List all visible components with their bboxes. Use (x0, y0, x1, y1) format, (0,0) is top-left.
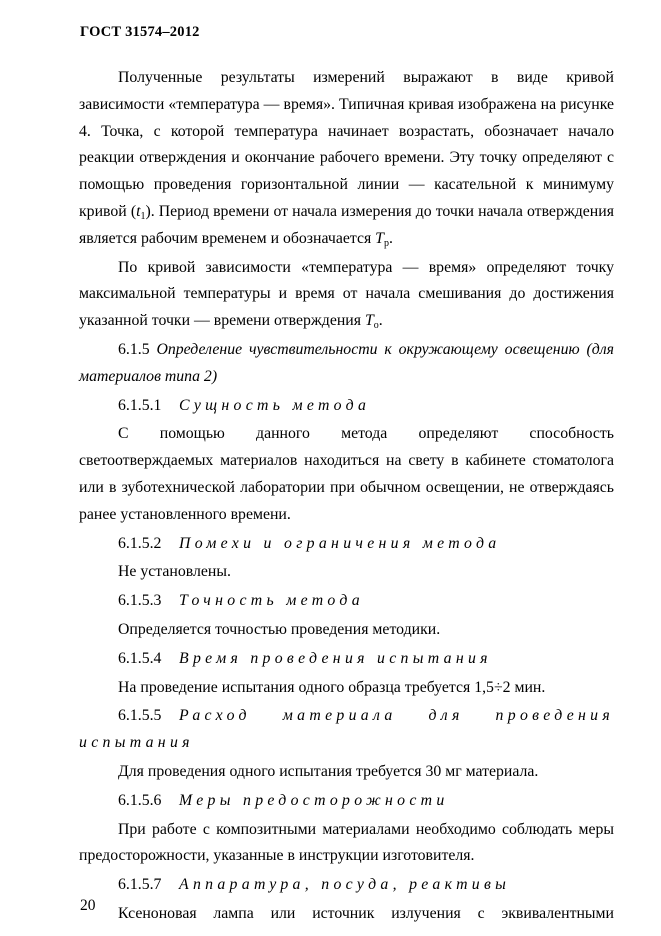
section-text-6-1-5-2: Не установлены. (118, 563, 231, 581)
paragraph-text: . (378, 312, 383, 330)
section-number: 6.1.5 (118, 340, 150, 358)
document-header: ГОСТ 31574–2012 (80, 24, 200, 40)
variable-to: T (364, 312, 374, 330)
section-number: 6.1.5.3 (118, 592, 162, 610)
section-heading-6-1-5-4 (79, 646, 614, 673)
paragraph-text: ). Период времени от начала измерения до точки начала отверждения является рабочим временем и обозначается (79, 202, 614, 247)
section-number: 6.1.5.4 (118, 649, 162, 667)
variable-tp: T (375, 229, 384, 247)
section-title: Меры предосторожности (179, 791, 449, 809)
paragraph-max-temperature (79, 255, 614, 335)
paragraph-text: По кривой зависимости «температура — время» определяют точку максимальной температуры и время от начала смешивания до достижения указанной точки — времени отверждения (79, 258, 614, 330)
subscript: о (373, 320, 379, 332)
section-title: Сущность метода (179, 396, 371, 414)
variable-t: t (136, 202, 141, 220)
section-title: Аппаратура, посуда, реактивы (179, 876, 511, 894)
section-title: Расход материала для проведения испытания (79, 707, 614, 752)
section-number: 6.1.5.5 (118, 707, 162, 725)
paragraph-text: . (388, 229, 393, 247)
page-number: 20 (80, 897, 96, 914)
section-heading-6-1-5-1 (79, 393, 614, 420)
section-text-6-1-5-7: Ксеноновая лампа или источник излучения с эквивалентными (118, 904, 614, 922)
section-title: Помехи и ограничения метода (179, 534, 501, 552)
section-heading-6-1-5-5 (79, 703, 614, 757)
section-heading-6-1-5-3 (79, 588, 614, 615)
section-number: 6.1.5.1 (118, 396, 162, 414)
section-heading-6-1-5-6 (79, 788, 614, 815)
paragraph-measurement-results (79, 65, 614, 253)
subscript: 1 (140, 210, 146, 222)
section-title: Точность метода (179, 592, 364, 610)
section-text-6-1-5-3: Определяется точностью проведения методики. (118, 620, 441, 638)
section-text-6-1-5-1: С помощью данного метода определяют способность светоотверждаемых материалов находиться на свету в кабинете стоматолога или в зуботехнической лаборатории при обычном освещении, не отверждаясь ранее установленного времени. (79, 425, 614, 523)
section-number: 6.1.5.2 (118, 534, 162, 552)
section-heading-6-1-5-7 (79, 872, 614, 899)
subscript: р (383, 237, 389, 249)
section-heading-6-1-5-2 (79, 531, 614, 558)
section-text-6-1-5-5: Для проведения одного испытания требуется 30 мг материала. (118, 762, 539, 780)
section-number: 6.1.5.7 (118, 876, 162, 894)
document-body (79, 65, 614, 928)
section-text-6-1-5-6: При работе с композитными материалами необходимо соблюдать меры предосторожности, указанные в инструкции изготовителя. (79, 820, 614, 865)
section-title: Определение чувствительности к окружающему освещению (для материалов типа 2) (79, 340, 615, 385)
section-text-6-1-5-4: На проведение испытания одного образца требуется 1,5÷2 мин. (118, 678, 546, 696)
paragraph-text: Полученные результаты измерений выражают в виде кривой зависимости «температура — время». Типичная кривая изображена на рисунке 4. Точка, с которой температура начинает возрастать, обозначает начало реакции отверждения и окончание рабочего времени. Эту точку определяют с помощью проведения горизонтальной линии — касательной к минимуму кривой ( (79, 69, 614, 220)
section-title: Время проведения испытания (179, 649, 492, 667)
section-heading-6-1-5 (79, 337, 614, 391)
section-number: 6.1.5.6 (118, 791, 162, 809)
